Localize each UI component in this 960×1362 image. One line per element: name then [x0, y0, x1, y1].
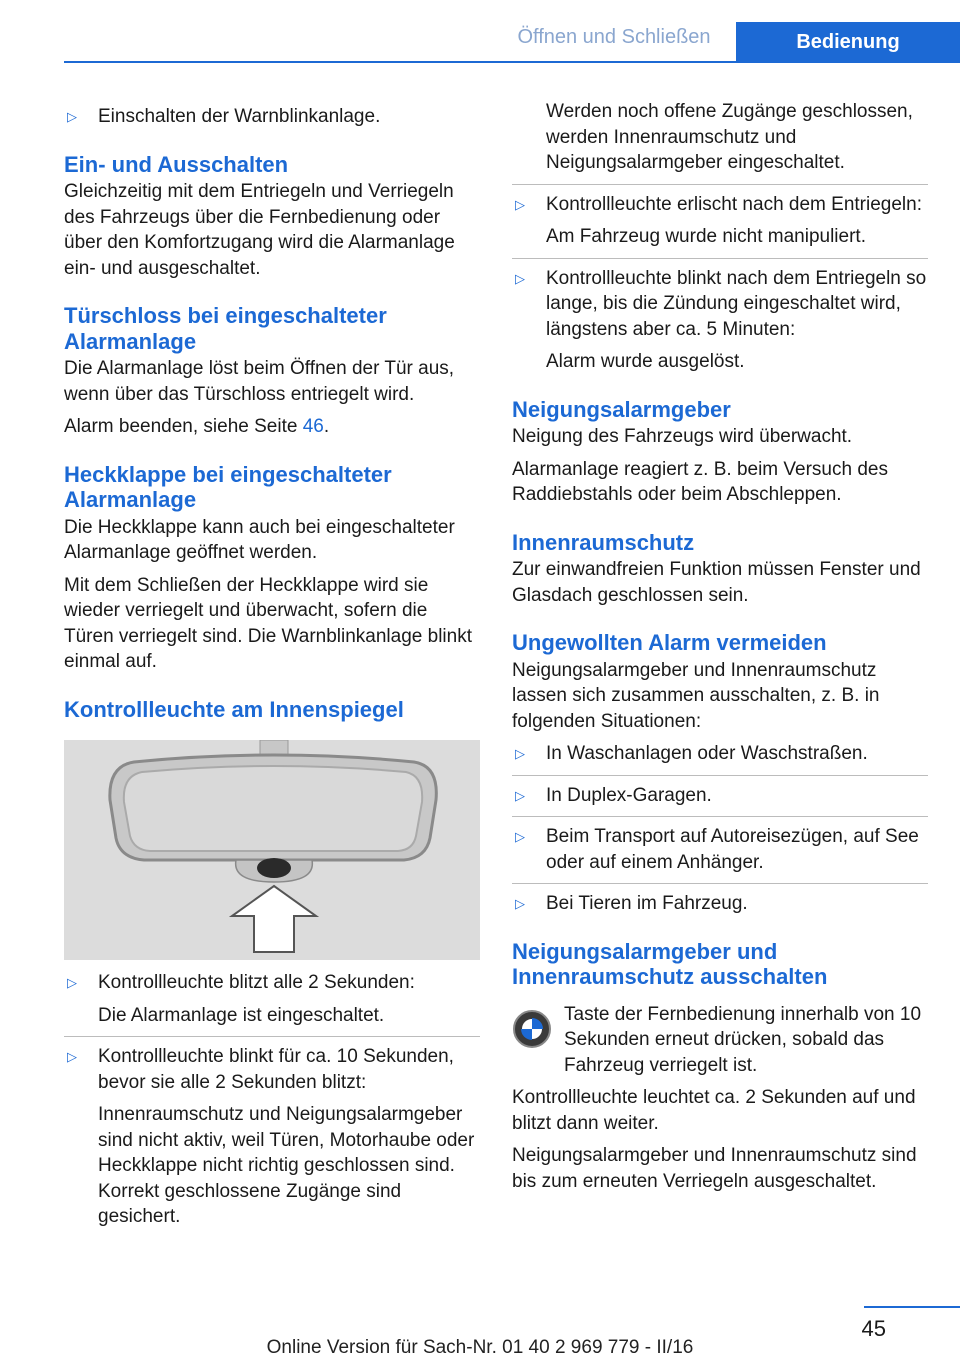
list-item: ▷ In Waschanlagen oder Waschstraßen.	[512, 741, 928, 767]
page-link[interactable]: 46	[302, 416, 324, 437]
header-section[interactable]: Öffnen und Schließen	[517, 26, 711, 48]
header-tab[interactable]: Bedienung	[736, 22, 960, 62]
section-title: Ungewollten Alarm vermeiden	[512, 630, 827, 655]
triangle-right-icon: ▷	[515, 746, 525, 761]
triangle-right-icon: ▷	[515, 829, 525, 844]
list-item: ▷ Kontrollleuchte blinkt für ca. 10 Sekunden, bevor sie alle 2 Sekunden blitzt: Innenraumschutz und Neigungsalarmgeber sind nicht aktiv, weil Türen, Motorhaube oder Heckklappe nicht richtig geschlossen sind. Korrekt geschlossene Zugänge sind gesichert.	[67, 1046, 475, 1227]
section-ausschalten	[512, 939, 928, 1195]
triangle-right-icon: ▷	[67, 1049, 77, 1064]
divider	[64, 1036, 480, 1037]
paragraph: Alarm beenden, siehe Seite 46.	[64, 416, 330, 437]
divider	[512, 816, 928, 817]
paragraph: Zur einwandfreien Funktion müssen Fenster und Glasdach geschlossen sein.	[512, 559, 921, 606]
divider	[512, 184, 928, 185]
list-item: ▷ Einschalten der Warnblinkanlage.	[64, 104, 480, 130]
section-title: Neigungsalarmgeber	[512, 396, 731, 422]
list-item: ▷ Beim Transport auf Autoreisezügen, auf See oder auf einem Anhänger.	[515, 826, 919, 873]
triangle-right-icon: ▷	[515, 896, 525, 911]
section-tuerschloss	[64, 303, 480, 440]
divider	[512, 258, 928, 259]
section-neigungsalarmgeber	[512, 397, 928, 508]
online-version-note: Online Version für Sach-Nr. 01 40 2 969 779 - II/16	[266, 1337, 694, 1358]
mirror-illustration	[64, 740, 480, 960]
divider	[512, 883, 928, 884]
paragraph: Neigungsalarmgeber und Innenraumschutz lassen sich zusammen ausschalten, z. B. in folgenden Situationen:	[512, 659, 880, 732]
section-innenraumschutz	[512, 530, 928, 609]
list-item: ▷ Bei Tieren im Fahrzeug.	[512, 891, 928, 917]
list-item: ▷ In Duplex-Garagen.	[512, 783, 928, 809]
section-ungewollter-alarm	[512, 630, 928, 917]
footer-rule	[864, 1306, 960, 1308]
section-title: Türschloss bei eingeschalteter Alarmanlage	[64, 303, 387, 354]
triangle-right-icon: ▷	[67, 109, 77, 124]
paragraph: Neigung des Fahrzeugs wird überwacht.	[512, 426, 853, 447]
triangle-right-icon: ▷	[67, 975, 77, 990]
section-kontrollleuchte	[64, 697, 480, 1230]
paragraph: Kontrollleuchte leuchtet ca. 2 Sekunden auf und blitzt dann weiter.	[512, 1087, 916, 1134]
paragraph: Die Alarmanlage löst beim Öffnen der Tür aus, wenn über das Türschloss entriegelt wird.	[64, 358, 455, 405]
paragraph: Alarmanlage reagiert z. B. beim Versuch des Raddiebstahls oder beim Abschleppen.	[512, 458, 888, 505]
paragraph: Gleichzeitig mit dem Entriegeln und Verriegeln des Fahrzeugs über die Fernbedienung oder über den Komfortzugang wird die Alarmanlage ein- und ausgeschaltet.	[64, 181, 455, 279]
paragraph: Die Heckklappe kann auch bei eingeschalteter Alarmanlage geöffnet werden.	[64, 516, 455, 563]
left-column	[64, 104, 480, 1230]
triangle-right-icon: ▷	[515, 270, 525, 286]
section-title: Heckklappe bei eingeschalteter Alarmanlage	[64, 461, 392, 512]
list-item: ▷ Kontrollleuchte blitzt alle 2 Sekunden: Die Alarmanlage ist eingeschaltet.	[67, 972, 415, 1026]
triangle-right-icon: ▷	[515, 787, 525, 803]
section-title: Ein- und Ausschalten	[64, 151, 289, 177]
section-title: Innenraumschutz	[512, 529, 695, 555]
section-title: Kontrollleuchte am Innenspiegel	[64, 696, 404, 722]
paragraph: Neigungsalarmgeber und Innenraumschutz sind bis zum erneuten Verriegeln ausgeschaltet.	[512, 1145, 917, 1192]
key-instruction	[512, 1002, 928, 1079]
divider	[512, 775, 928, 776]
paragraph: Werden noch offene Zugänge geschlossen, werden Innenraumschutz und Neigungsalarmgeber eingeschaltet.	[546, 101, 913, 173]
page-number: 45	[861, 1316, 886, 1341]
section-heckklappe	[64, 462, 480, 675]
section-title: Neigungsalarmgeber und Innenraumschutz ausschalten	[512, 938, 828, 989]
paragraph: Taste der Fernbedienung innerhalb von 10 Sekunden erneut drücken, sobald das Fahrzeug verriegelt ist.	[564, 1003, 922, 1076]
paragraph: Mit dem Schließen der Heckklappe wird sie wieder verriegelt und überwacht, sofern die Türen verriegelt sind. Die Warnblinkanlage blinkt einmal auf.	[64, 574, 472, 672]
list-item: ▷ Kontrollleuchte blinkt nach dem Entriegeln so lange, bis die Zündung eingeschaltet wird, längstens aber ca. 5 Minuten: Alarm wurde ausgelöst.	[515, 267, 927, 372]
list-item: ▷ Kontrollleuchte erlischt nach dem Entriegeln: Am Fahrzeug wurde nicht manipuliert.	[515, 193, 922, 247]
section-ein-ausschalten	[64, 152, 480, 282]
key-fob-icon	[512, 1009, 552, 1049]
right-column	[512, 99, 928, 1201]
rearview-mirror-image	[64, 740, 480, 960]
triangle-right-icon: ▷	[515, 196, 525, 212]
